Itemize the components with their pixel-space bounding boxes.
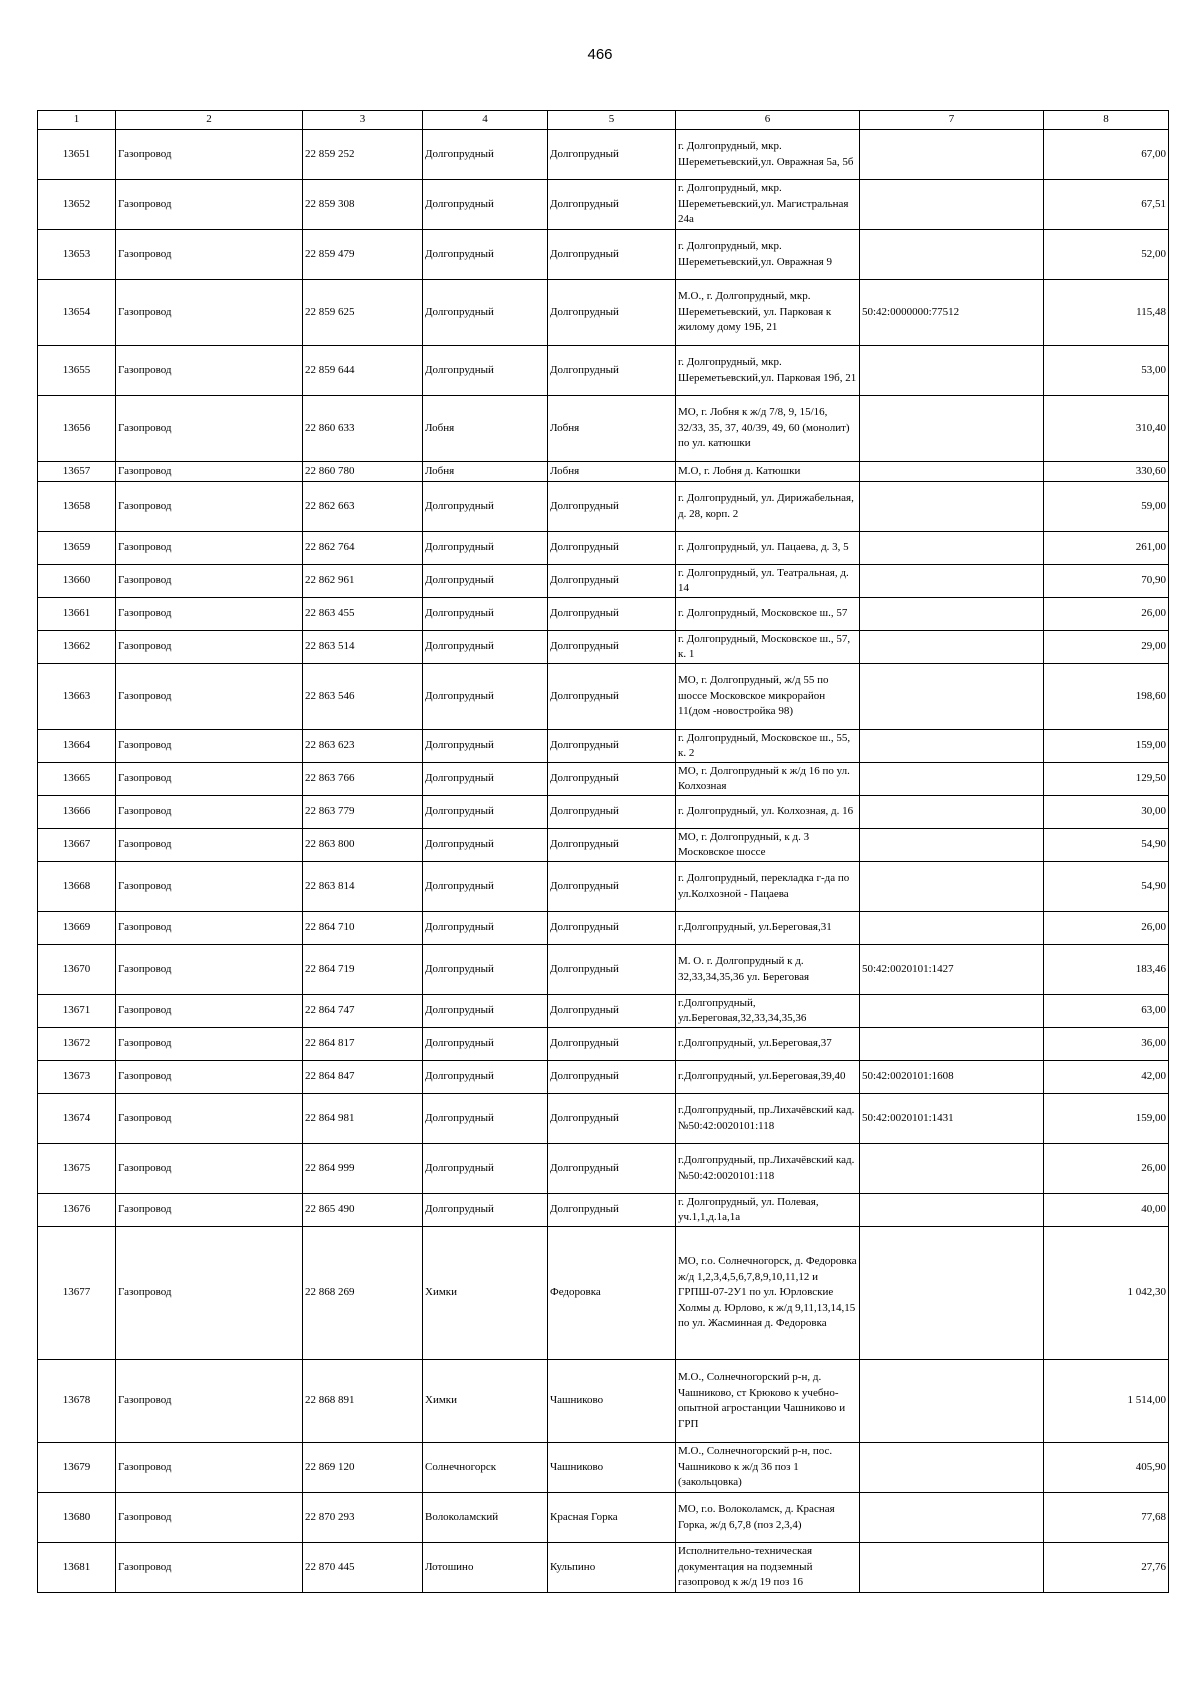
length-value: 310,40 (1044, 396, 1169, 462)
table-body (38, 130, 1169, 1593)
row-number: 13669 (38, 912, 116, 945)
locality: Лобня (548, 462, 676, 482)
address: Исполнительно-техническая документация на подземный газопровод к ж/д 19 поз 16 (676, 1543, 860, 1593)
object-code: 22 862 764 (303, 532, 423, 565)
address: г. Долгопрудный, мкр. Шереметьевский,ул. Магистральная 24а (676, 180, 860, 230)
locality: Долгопрудный (548, 1144, 676, 1194)
locality: Долгопрудный (548, 532, 676, 565)
address: М.О., г. Долгопрудный, мкр. Шереметьевский, ул. Парковая к жилому дому 19Б, 21 (676, 280, 860, 346)
column-header: 8 (1044, 111, 1169, 130)
length-value: 59,00 (1044, 482, 1169, 532)
district: Долгопрудный (423, 1094, 548, 1144)
district: Долгопрудный (423, 482, 548, 532)
locality: Долгопрудный (548, 912, 676, 945)
table-row (38, 1194, 1169, 1227)
cadastral-number (860, 482, 1044, 532)
object-type: Газопровод (116, 1028, 303, 1061)
length-value: 67,00 (1044, 130, 1169, 180)
registry-table (37, 110, 1169, 1593)
locality: Долгопрудный (548, 945, 676, 995)
cadastral-number (860, 862, 1044, 912)
district: Долгопрудный (423, 532, 548, 565)
row-number: 13670 (38, 945, 116, 995)
table-row (38, 995, 1169, 1028)
row-number: 13659 (38, 532, 116, 565)
length-value: 26,00 (1044, 912, 1169, 945)
object-type: Газопровод (116, 730, 303, 763)
address: г.Долгопрудный, ул.Береговая,31 (676, 912, 860, 945)
table-row (38, 482, 1169, 532)
object-type: Газопровод (116, 862, 303, 912)
district: Долгопрудный (423, 565, 548, 598)
cadastral-number (860, 1028, 1044, 1061)
table-header-row (38, 111, 1169, 130)
object-code: 22 863 546 (303, 664, 423, 730)
district: Химки (423, 1227, 548, 1360)
table-row (38, 1227, 1169, 1360)
object-type: Газопровод (116, 532, 303, 565)
object-code: 22 868 269 (303, 1227, 423, 1360)
row-number: 13654 (38, 280, 116, 346)
table-row (38, 730, 1169, 763)
length-value: 129,50 (1044, 763, 1169, 796)
locality: Долгопрудный (548, 763, 676, 796)
page-number: 466 (587, 46, 613, 63)
length-value: 70,90 (1044, 565, 1169, 598)
district: Долгопрудный (423, 180, 548, 230)
locality: Долгопрудный (548, 130, 676, 180)
cadastral-number (860, 1360, 1044, 1443)
object-code: 22 859 308 (303, 180, 423, 230)
column-header: 5 (548, 111, 676, 130)
district: Лобня (423, 396, 548, 462)
cadastral-number (860, 631, 1044, 664)
address: М.О., Солнечногорский р-н, д. Чашниково, ст Крюково к учебно-опытной агростанции Чашниково и ГРП (676, 1360, 860, 1443)
table-row (38, 1061, 1169, 1094)
cadastral-number: 50:42:0020101:1608 (860, 1061, 1044, 1094)
length-value: 1 042,30 (1044, 1227, 1169, 1360)
table-row (38, 1543, 1169, 1593)
table-row (38, 532, 1169, 565)
cadastral-number (860, 565, 1044, 598)
table-row (38, 462, 1169, 482)
table-row (38, 912, 1169, 945)
object-type: Газопровод (116, 280, 303, 346)
address: г. Долгопрудный, Московское ш., 55, к. 2 (676, 730, 860, 763)
address: г. Долгопрудный, ул. Дирижабельная, д. 28, корп. 2 (676, 482, 860, 532)
length-value: 405,90 (1044, 1443, 1169, 1493)
object-code: 22 862 663 (303, 482, 423, 532)
address: г.Долгопрудный, пр.Лихачёвский кад.№50:42:0020101:118 (676, 1144, 860, 1194)
row-number: 13680 (38, 1493, 116, 1543)
locality: Долгопрудный (548, 280, 676, 346)
address: г. Долгопрудный, мкр. Шереметьевский,ул. Овражная 5а, 5б (676, 130, 860, 180)
length-value: 77,68 (1044, 1493, 1169, 1543)
length-value: 183,46 (1044, 945, 1169, 995)
length-value: 63,00 (1044, 995, 1169, 1028)
table-row (38, 1360, 1169, 1443)
object-code: 22 863 779 (303, 796, 423, 829)
district: Солнечногорск (423, 1443, 548, 1493)
cadastral-number (860, 532, 1044, 565)
row-number: 13668 (38, 862, 116, 912)
address: г. Долгопрудный, мкр. Шереметьевский,ул. Овражная 9 (676, 230, 860, 280)
locality: Долгопрудный (548, 829, 676, 862)
length-value: 27,76 (1044, 1543, 1169, 1593)
object-code: 22 859 252 (303, 130, 423, 180)
district: Долгопрудный (423, 862, 548, 912)
row-number: 13671 (38, 995, 116, 1028)
object-type: Газопровод (116, 1360, 303, 1443)
locality: Долгопрудный (548, 631, 676, 664)
row-number: 13674 (38, 1094, 116, 1144)
length-value: 40,00 (1044, 1194, 1169, 1227)
object-type: Газопровод (116, 995, 303, 1028)
district: Долгопрудный (423, 130, 548, 180)
object-code: 22 863 623 (303, 730, 423, 763)
object-code: 22 859 479 (303, 230, 423, 280)
address: МО, г.о. Волоколамск, д. Красная Горка, ж/д 6,7,8 (поз 2,3,4) (676, 1493, 860, 1543)
district: Волоколамский (423, 1493, 548, 1543)
row-number: 13672 (38, 1028, 116, 1061)
row-number: 13664 (38, 730, 116, 763)
locality: Долгопрудный (548, 862, 676, 912)
row-number: 13656 (38, 396, 116, 462)
locality: Чашниково (548, 1360, 676, 1443)
length-value: 42,00 (1044, 1061, 1169, 1094)
object-code: 22 869 120 (303, 1443, 423, 1493)
district: Лотошино (423, 1543, 548, 1593)
table-row (38, 763, 1169, 796)
address: М.О, г. Лобня д. Катюшки (676, 462, 860, 482)
locality: Долгопрудный (548, 230, 676, 280)
cadastral-number (860, 1194, 1044, 1227)
cadastral-number (860, 462, 1044, 482)
cadastral-number: 50:42:0020101:1431 (860, 1094, 1044, 1144)
cadastral-number (860, 1443, 1044, 1493)
district: Долгопрудный (423, 664, 548, 730)
object-type: Газопровод (116, 763, 303, 796)
address: г. Долгопрудный, ул. Театральная, д. 14 (676, 565, 860, 598)
address: г. Долгопрудный, ул. Пацаева, д. 3, 5 (676, 532, 860, 565)
table-row (38, 1094, 1169, 1144)
cadastral-number (860, 796, 1044, 829)
table-row (38, 1443, 1169, 1493)
address: г.Долгопрудный, ул.Береговая,39,40 (676, 1061, 860, 1094)
length-value: 54,90 (1044, 829, 1169, 862)
locality: Долгопрудный (548, 1061, 676, 1094)
object-type: Газопровод (116, 1227, 303, 1360)
locality: Лобня (548, 396, 676, 462)
row-number: 13662 (38, 631, 116, 664)
locality: Долгопрудный (548, 1194, 676, 1227)
locality: Долгопрудный (548, 1094, 676, 1144)
locality: Долгопрудный (548, 1028, 676, 1061)
address: М.О., Солнечногорский р-н, пос. Чашниково к ж/д 36 поз 1 (закольцовка) (676, 1443, 860, 1493)
object-code: 22 864 817 (303, 1028, 423, 1061)
object-type: Газопровод (116, 565, 303, 598)
district: Химки (423, 1360, 548, 1443)
row-number: 13678 (38, 1360, 116, 1443)
table-row (38, 396, 1169, 462)
locality: Долгопрудный (548, 482, 676, 532)
address: г. Долгопрудный, ул. Полевая, уч.1,1,д.1а,1а (676, 1194, 860, 1227)
cadastral-number (860, 230, 1044, 280)
cadastral-number (860, 995, 1044, 1028)
length-value: 26,00 (1044, 598, 1169, 631)
object-code: 22 860 780 (303, 462, 423, 482)
table-row (38, 280, 1169, 346)
address: г. Долгопрудный, мкр. Шереметьевский,ул. Парковая 19б, 21 (676, 346, 860, 396)
object-code: 22 864 719 (303, 945, 423, 995)
address: М. О. г. Долгопрудный к д. 32,33,34,35,36 ул. Береговая (676, 945, 860, 995)
row-number: 13651 (38, 130, 116, 180)
object-code: 22 859 625 (303, 280, 423, 346)
district: Долгопрудный (423, 1194, 548, 1227)
cadastral-number (860, 1493, 1044, 1543)
locality: Красная Горка (548, 1493, 676, 1543)
length-value: 261,00 (1044, 532, 1169, 565)
cadastral-number: 50:42:0020101:1427 (860, 945, 1044, 995)
row-number: 13681 (38, 1543, 116, 1593)
object-code: 22 859 644 (303, 346, 423, 396)
district: Долгопрудный (423, 995, 548, 1028)
locality: Долгопрудный (548, 796, 676, 829)
district: Долгопрудный (423, 829, 548, 862)
object-type: Газопровод (116, 829, 303, 862)
table-row (38, 1144, 1169, 1194)
address: г.Долгопрудный, пр.Лихачёвский кад.№50:42:0020101:118 (676, 1094, 860, 1144)
table-row (38, 130, 1169, 180)
object-type: Газопровод (116, 230, 303, 280)
column-header: 2 (116, 111, 303, 130)
locality: Долгопрудный (548, 730, 676, 763)
object-type: Газопровод (116, 462, 303, 482)
table-row (38, 598, 1169, 631)
locality: Кульпино (548, 1543, 676, 1593)
district: Долгопрудный (423, 280, 548, 346)
address: МО, г. Долгопрудный, ж/д 55 по шоссе Московское микрорайон 11(дом -новостройка 98) (676, 664, 860, 730)
object-code: 22 863 814 (303, 862, 423, 912)
address: МО, г. Долгопрудный к ж/д 16 по ул. Колхозная (676, 763, 860, 796)
object-code: 22 863 800 (303, 829, 423, 862)
object-code: 22 863 766 (303, 763, 423, 796)
locality: Долгопрудный (548, 598, 676, 631)
length-value: 52,00 (1044, 230, 1169, 280)
cadastral-number (860, 664, 1044, 730)
address: г. Долгопрудный, Московское ш., 57 (676, 598, 860, 631)
object-type: Газопровод (116, 1493, 303, 1543)
district: Долгопрудный (423, 730, 548, 763)
cadastral-number (860, 1144, 1044, 1194)
column-header: 1 (38, 111, 116, 130)
object-type: Газопровод (116, 396, 303, 462)
column-header: 4 (423, 111, 548, 130)
cadastral-number (860, 912, 1044, 945)
address: г.Долгопрудный, ул.Береговая,32,33,34,35,36 (676, 995, 860, 1028)
district: Долгопрудный (423, 1028, 548, 1061)
cadastral-number: 50:42:0000000:77512 (860, 280, 1044, 346)
district: Долгопрудный (423, 945, 548, 995)
address: МО, г. Долгопрудный, к д. 3 Московское шоссе (676, 829, 860, 862)
locality: Федоровка (548, 1227, 676, 1360)
object-type: Газопровод (116, 912, 303, 945)
district: Долгопрудный (423, 230, 548, 280)
length-value: 36,00 (1044, 1028, 1169, 1061)
length-value: 53,00 (1044, 346, 1169, 396)
object-type: Газопровод (116, 1094, 303, 1144)
cadastral-number (860, 730, 1044, 763)
object-code: 22 864 710 (303, 912, 423, 945)
locality: Долгопрудный (548, 180, 676, 230)
length-value: 115,48 (1044, 280, 1169, 346)
cadastral-number (860, 130, 1044, 180)
row-number: 13652 (38, 180, 116, 230)
district: Лобня (423, 462, 548, 482)
district: Долгопрудный (423, 631, 548, 664)
table-row (38, 1028, 1169, 1061)
row-number: 13665 (38, 763, 116, 796)
address: МО, г. Лобня к ж/д 7/8, 9, 15/16, 32/33, 35, 37, 40/39, 49, 60 (монолит) по ул. катюшки (676, 396, 860, 462)
object-type: Газопровод (116, 346, 303, 396)
cadastral-number (860, 1543, 1044, 1593)
row-number: 13663 (38, 664, 116, 730)
object-type: Газопровод (116, 1144, 303, 1194)
table-row (38, 862, 1169, 912)
district: Долгопрудный (423, 1144, 548, 1194)
locality: Чашниково (548, 1443, 676, 1493)
cadastral-number (860, 180, 1044, 230)
length-value: 159,00 (1044, 1094, 1169, 1144)
row-number: 13673 (38, 1061, 116, 1094)
row-number: 13657 (38, 462, 116, 482)
length-value: 29,00 (1044, 631, 1169, 664)
address: МО, г.о. Солнечногорск, д. Федоровка ж/д 1,2,3,4,5,6,7,8,9,10,11,12 и ГРПШ-07-2У1 по ул. Юрловские Холмы д. Юрлово, к ж/д 9,11,13,14,15 по ул. Жасминная д. Федоровка (676, 1227, 860, 1360)
object-type: Газопровод (116, 631, 303, 664)
object-type: Газопровод (116, 1543, 303, 1593)
row-number: 13655 (38, 346, 116, 396)
table-row (38, 346, 1169, 396)
table-row (38, 230, 1169, 280)
object-type: Газопровод (116, 1194, 303, 1227)
locality: Долгопрудный (548, 565, 676, 598)
locality: Долгопрудный (548, 664, 676, 730)
row-number: 13667 (38, 829, 116, 862)
cadastral-number (860, 1227, 1044, 1360)
district: Долгопрудный (423, 912, 548, 945)
row-number: 13666 (38, 796, 116, 829)
address: г. Долгопрудный, ул. Колхозная, д. 16 (676, 796, 860, 829)
object-code: 22 864 981 (303, 1094, 423, 1144)
table-row (38, 945, 1169, 995)
object-type: Газопровод (116, 664, 303, 730)
length-value: 198,60 (1044, 664, 1169, 730)
object-code: 22 864 847 (303, 1061, 423, 1094)
object-type: Газопровод (116, 180, 303, 230)
object-code: 22 865 490 (303, 1194, 423, 1227)
locality: Долгопрудный (548, 995, 676, 1028)
table-row (38, 1493, 1169, 1543)
table-row (38, 565, 1169, 598)
length-value: 330,60 (1044, 462, 1169, 482)
row-number: 13660 (38, 565, 116, 598)
district: Долгопрудный (423, 598, 548, 631)
table-row (38, 664, 1169, 730)
length-value: 54,90 (1044, 862, 1169, 912)
length-value: 67,51 (1044, 180, 1169, 230)
object-code: 22 864 747 (303, 995, 423, 1028)
district: Долгопрудный (423, 346, 548, 396)
address: г.Долгопрудный, ул.Береговая,37 (676, 1028, 860, 1061)
address: г. Долгопрудный, перекладка г-да по ул.Колхозной - Пацаева (676, 862, 860, 912)
table-row (38, 829, 1169, 862)
row-number: 13676 (38, 1194, 116, 1227)
object-code: 22 862 961 (303, 565, 423, 598)
length-value: 26,00 (1044, 1144, 1169, 1194)
object-code: 22 860 633 (303, 396, 423, 462)
row-number: 13679 (38, 1443, 116, 1493)
cadastral-number (860, 829, 1044, 862)
row-number: 13661 (38, 598, 116, 631)
object-code: 22 870 293 (303, 1493, 423, 1543)
column-header: 3 (303, 111, 423, 130)
length-value: 1 514,00 (1044, 1360, 1169, 1443)
cadastral-number (860, 598, 1044, 631)
object-type: Газопровод (116, 796, 303, 829)
row-number: 13653 (38, 230, 116, 280)
table-row (38, 796, 1169, 829)
length-value: 30,00 (1044, 796, 1169, 829)
locality: Долгопрудный (548, 346, 676, 396)
column-header: 6 (676, 111, 860, 130)
cadastral-number (860, 763, 1044, 796)
row-number: 13677 (38, 1227, 116, 1360)
object-type: Газопровод (116, 598, 303, 631)
object-code: 22 863 455 (303, 598, 423, 631)
object-type: Газопровод (116, 482, 303, 532)
column-header: 7 (860, 111, 1044, 130)
cadastral-number (860, 346, 1044, 396)
object-type: Газопровод (116, 945, 303, 995)
address: г. Долгопрудный, Московское ш., 57, к. 1 (676, 631, 860, 664)
object-code: 22 870 445 (303, 1543, 423, 1593)
district: Долгопрудный (423, 796, 548, 829)
row-number: 13658 (38, 482, 116, 532)
table-row (38, 180, 1169, 230)
object-type: Газопровод (116, 1443, 303, 1493)
district: Долгопрудный (423, 1061, 548, 1094)
row-number: 13675 (38, 1144, 116, 1194)
cadastral-number (860, 396, 1044, 462)
object-code: 22 863 514 (303, 631, 423, 664)
length-value: 159,00 (1044, 730, 1169, 763)
object-code: 22 868 891 (303, 1360, 423, 1443)
object-type: Газопровод (116, 1061, 303, 1094)
table-row (38, 631, 1169, 664)
object-type: Газопровод (116, 130, 303, 180)
object-code: 22 864 999 (303, 1144, 423, 1194)
district: Долгопрудный (423, 763, 548, 796)
